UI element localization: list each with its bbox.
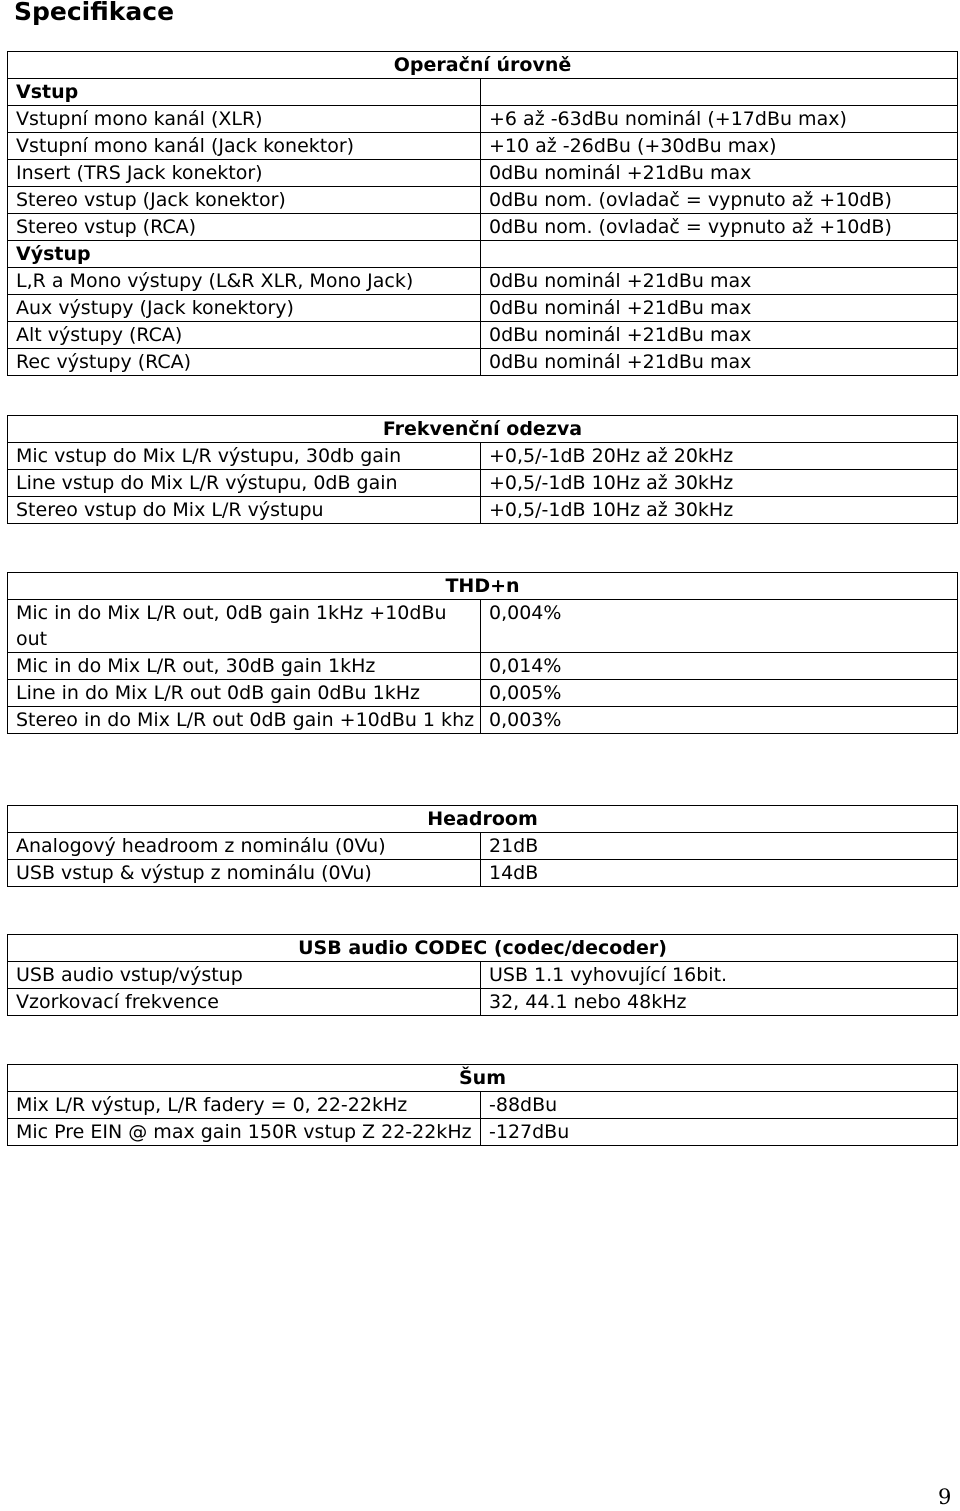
row-value: +0,5/-1dB 20Hz až 20kHz xyxy=(481,443,958,470)
row-value: 0,014% xyxy=(481,653,958,680)
table-title: Šum xyxy=(8,1065,958,1092)
table-row xyxy=(8,133,958,160)
input-section-heading: Vstup xyxy=(8,79,481,106)
table-row xyxy=(8,680,958,707)
row-value: +0,5/-1dB 10Hz až 30kHz xyxy=(481,497,958,524)
table-row xyxy=(8,187,958,214)
table-title: Frekvenční odezva xyxy=(8,416,958,443)
output-section-heading: Výstup xyxy=(8,241,481,268)
row-value: +6 až -63dBu nominál (+17dBu max) xyxy=(481,106,958,133)
thd-table xyxy=(7,572,958,734)
page-title: Specifikace xyxy=(14,0,175,26)
row-value: 0dBu nom. (ovladač = vypnuto až +10dB) xyxy=(481,214,958,241)
row-label: USB vstup & výstup z nominálu (0Vu) xyxy=(8,860,481,887)
table-title: USB audio CODEC (codec/decoder) xyxy=(8,935,958,962)
table-row xyxy=(8,349,958,376)
frequency-response-table xyxy=(7,415,958,524)
row-label: Mic in do Mix L/R out, 0dB gain 1kHz +10dBu out xyxy=(8,600,481,653)
page-number: 9 xyxy=(938,1485,952,1509)
table-title: THD+n xyxy=(8,573,958,600)
table-row xyxy=(8,497,958,524)
row-value: 0dBu nominál +21dBu max xyxy=(481,160,958,187)
row-label: Mic vstup do Mix L/R výstupu, 30db gain xyxy=(8,443,481,470)
row-value: -88dBu xyxy=(481,1092,958,1119)
table-row xyxy=(8,1092,958,1119)
empty-cell xyxy=(481,79,958,106)
row-label: Rec výstupy (RCA) xyxy=(8,349,481,376)
row-label: Mix L/R výstup, L/R fadery = 0, 22-22kHz xyxy=(8,1092,481,1119)
row-label: Aux výstupy (Jack konektory) xyxy=(8,295,481,322)
row-value: -127dBu xyxy=(481,1119,958,1146)
row-value: +0,5/-1dB 10Hz až 30kHz xyxy=(481,470,958,497)
table-row xyxy=(8,707,958,734)
table-row xyxy=(8,443,958,470)
empty-cell xyxy=(481,241,958,268)
table-row xyxy=(8,470,958,497)
row-label: Vstupní mono kanál (Jack konektor) xyxy=(8,133,481,160)
table-title: Operační úrovně xyxy=(8,52,958,79)
row-label: Mic in do Mix L/R out, 30dB gain 1kHz xyxy=(8,653,481,680)
row-value: 0dBu nominál +21dBu max xyxy=(481,349,958,376)
row-value: 0,005% xyxy=(481,680,958,707)
row-label: Stereo vstup do Mix L/R výstupu xyxy=(8,497,481,524)
table-row xyxy=(8,322,958,349)
row-value: 0dBu nominál +21dBu max xyxy=(481,268,958,295)
row-value: +10 až -26dBu (+30dBu max) xyxy=(481,133,958,160)
row-value: 14dB xyxy=(481,860,958,887)
usb-codec-table xyxy=(7,934,958,1016)
table-row xyxy=(8,860,958,887)
table-title: Headroom xyxy=(8,806,958,833)
row-label: Mic Pre EIN @ max gain 150R vstup Z 22-22kHz xyxy=(8,1119,481,1146)
row-value: 21dB xyxy=(481,833,958,860)
row-value: 32, 44.1 nebo 48kHz xyxy=(481,989,958,1016)
table-row xyxy=(8,214,958,241)
row-value: 0,003% xyxy=(481,707,958,734)
row-value: 0dBu nom. (ovladač = vypnuto až +10dB) xyxy=(481,187,958,214)
headroom-table xyxy=(7,805,958,887)
table-row xyxy=(8,600,958,653)
table-row xyxy=(8,160,958,187)
table-row xyxy=(8,295,958,322)
row-label: Insert (TRS Jack konektor) xyxy=(8,160,481,187)
row-label: USB audio vstup/výstup xyxy=(8,962,481,989)
table-row xyxy=(8,1119,958,1146)
row-value: 0dBu nominál +21dBu max xyxy=(481,322,958,349)
table-row xyxy=(8,989,958,1016)
row-label: Alt výstupy (RCA) xyxy=(8,322,481,349)
table-row xyxy=(8,833,958,860)
row-label: Stereo vstup (Jack konektor) xyxy=(8,187,481,214)
table-row xyxy=(8,268,958,295)
row-label: Vzorkovací frekvence xyxy=(8,989,481,1016)
row-label: L,R a Mono výstupy (L&R XLR, Mono Jack) xyxy=(8,268,481,295)
operating-levels-table xyxy=(7,51,958,376)
row-label: Stereo vstup (RCA) xyxy=(8,214,481,241)
table-row xyxy=(8,962,958,989)
row-value: USB 1.1 vyhovující 16bit. xyxy=(481,962,958,989)
row-label: Stereo in do Mix L/R out 0dB gain +10dBu 1 khz xyxy=(8,707,481,734)
row-value: 0dBu nominál +21dBu max xyxy=(481,295,958,322)
row-label: Line vstup do Mix L/R výstupu, 0dB gain xyxy=(8,470,481,497)
row-label: Vstupní mono kanál (XLR) xyxy=(8,106,481,133)
noise-table xyxy=(7,1064,958,1146)
table-row xyxy=(8,653,958,680)
row-label: Line in do Mix L/R out 0dB gain 0dBu 1kHz xyxy=(8,680,481,707)
row-label: Analogový headroom z nominálu (0Vu) xyxy=(8,833,481,860)
table-row xyxy=(8,106,958,133)
row-value: 0,004% xyxy=(481,600,958,653)
